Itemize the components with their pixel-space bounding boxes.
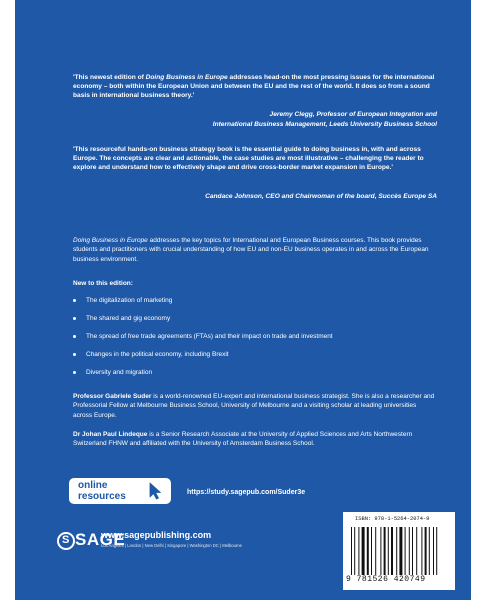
publisher-cities: Los Angeles | London | New Delhi | Singapore | Washington DC | Melbourne — [101, 543, 242, 548]
online-resources-line2: resources — [78, 491, 126, 502]
list-item: The digitalization of marketing — [73, 297, 172, 304]
barcode-icon — [349, 527, 449, 575]
author-name-1: Professor Gabriele Suder — [73, 393, 152, 400]
endorsement-attribution-1a: Jeremy Clegg, Professor of European Integration and — [269, 111, 437, 118]
isbn-barcode-panel — [343, 512, 455, 590]
bullet-icon — [73, 299, 76, 302]
intro-book-title: Doing Business in Europe — [73, 237, 148, 244]
back-cover: 'This newest edition of Doing Business in Europe addresses head-on the most pressing issues for the international economy – both within the European Union and between the EU and the rest of the world. It does so from a sound basis in international business theory.' Jeremy Clegg, Professor of European Integration and International Business Management, Leeds University Business School 'This resourceful hands-on business strategy book is the essential guide to doing business in, with and across Europe. The concepts are clear and actionable, the case studies are most illustrative – challenging the reader to explore and understand how to effectively shape and drive cross-border market expansion in Europe.' Candace Johnson, CEO and Chairwoman of the board, Succès Europe SA Doing Business in Europe addresses the key topics for International and European Business courses. This book provides students and practitioners with crucial understanding of how EU and non-EU business operates in and across the European business environment. New to this edition: The digitalization of marketing The shared and gig economy The spread of free trade agreements (FTAs) and their impact on trade and investment Changes in the political economy, including Brexit Diversity and migration Professor Gabriele Suder is a world-renowned EU-expert and international business strategist. She is also a researcher and Professorial Fellow at Melbourne Business School, University of Melbourne and a visiting scholar at leading universities across Europe. Dr Johan Paul Lindeque is a Senior Research Associate at the University of Applied Sciences and Arts Northwestern Switzerland FHNW and affiliated with the University of Amsterdam Business School. online resources https://study.sagepub.com/Suder3e S SAGE www.sagepublishing.com Los Angeles | London | New Delhi | Singapore | Washington DC | Melbourne ISBN: 978-1-5264-2074-9 9 781526 420749 — [15, 0, 471, 600]
list-item: The shared and gig economy — [73, 315, 170, 322]
online-resources-line1: online — [78, 480, 108, 491]
author-name-2: Dr Johan Paul Lindeque — [73, 431, 148, 438]
list-item: Changes in the political economy, including Brexit — [73, 351, 229, 358]
endorsement-quote-1: 'This newest edition of Doing Business in Europe addresses head-on the most pressing issues for the international economy – both within the European Union and between the EU and the rest of the world. It does so from a sound basis in international business theory.' — [73, 74, 435, 100]
publisher-website[interactable]: www.sagepublishing.com — [101, 530, 212, 540]
intro-paragraph: Doing Business in Europe addresses the key topics for International and European Business courses. This book provides students and practitioners with crucial understanding of how EU and non-EU business operates in and across the European business environment. — [73, 237, 429, 263]
author-bio-2: Dr Johan Paul Lindeque is a Senior Research Associate at the University of Applied Sciences and Arts Northwestern Switzerland FHNW and affiliated with the University of Amsterdam Business School. — [73, 431, 413, 448]
isbn-label: ISBN: 978-1-5264-2074-9 — [355, 516, 430, 522]
bullet-icon — [73, 371, 76, 374]
new-edition-heading: New to this edition: — [73, 280, 133, 287]
endorsement-quote-2: 'This resourceful hands-on business strategy book is the essential guide to doing business in, with and across Europe. The concepts are clear and actionable, the case studies are most illustrative – challenging the reader to explore and understand how to effectively shape and drive cross-border market expansion in Europe.' — [73, 146, 424, 172]
companion-website-link[interactable]: https://study.sagepub.com/Suder3e — [187, 489, 306, 496]
bullet-icon — [73, 353, 76, 356]
endorsement-attribution-2: Candace Johnson, CEO and Chairwoman of the board, Succès Europe SA — [205, 193, 437, 200]
sage-emblem-icon: S — [57, 532, 75, 550]
author-bio-1: Professor Gabriele Suder is a world-renowned EU-expert and international business strategist. She is also a researcher and Professorial Fellow at Melbourne Business School, University of Melbourne and a visiting scholar at leading universities across Europe. — [73, 393, 435, 419]
barcode-digits: 9 781526 420749 — [346, 575, 426, 584]
online-resources-badge — [69, 478, 171, 504]
cursor-arrow-icon — [148, 482, 164, 500]
book-title: Doing Business in Europe — [145, 74, 228, 81]
endorsement-attribution-1b: International Business Management, Leeds University Business School — [212, 121, 437, 128]
bullet-icon — [73, 317, 76, 320]
endorsements-section — [15, 0, 471, 232]
bullet-icon — [73, 335, 76, 338]
list-item: Diversity and migration — [73, 369, 152, 376]
list-item: The spread of free trade agreements (FTAs) and their impact on trade and investment — [73, 333, 333, 340]
